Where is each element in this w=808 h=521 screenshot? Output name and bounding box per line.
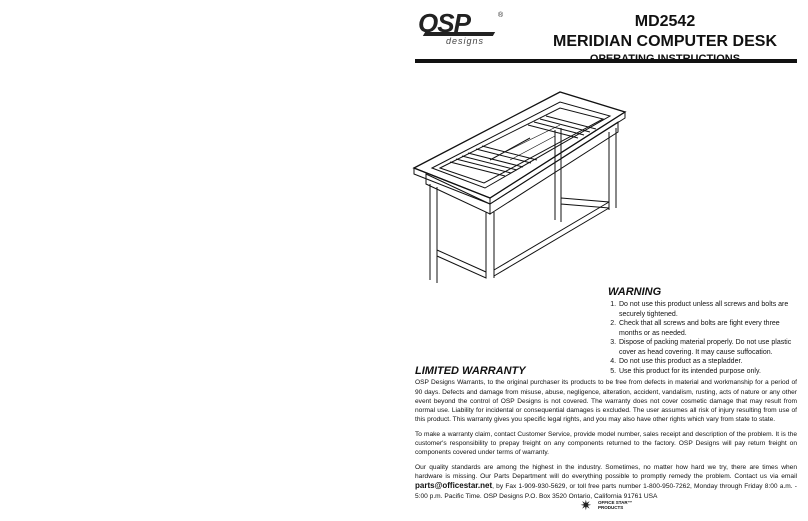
office-star-logo [580,497,640,515]
logo-tagline: designs [446,36,485,46]
office-star-line2: PRODUCTS [598,505,624,510]
warning-heading: WARNING [608,286,662,298]
parts-text-after: , by Fax 1-909-930-5629, or toll free parts number 1-800-950-7262, Monday through Friday 8:00 a.m. - 5:00 p.m. Pacific Time. OSP Designs P.O. Box 3520 Ontario, California 91761 USA [415,483,797,500]
warning-list [608,300,796,376]
logo-registered-mark: ® [498,12,504,19]
warning-item: 3. Dispose of packing material properly. Do not use plastic cover as head covering. It may cause suffocation. [618,338,796,357]
parts-text-before: Our quality standards are among the highest in the industry. Sometimes, no matter how hard we try, there are times when hardware is missing. Our Parts Department will do everything possible to promptly remedy the problem. Contact us via email [415,463,797,480]
warning-section [608,286,796,376]
osp-designs-logo [418,8,508,48]
warning-item: 2. Check that all screws and bolts are fight every three months or as needed. [618,319,796,338]
parts-email-link[interactable]: parts@officestar.net [415,481,493,491]
warning-item: 4. Do not use this product as a stepladder. [618,357,796,367]
warranty-heading: LIMITED WARRANTY [415,365,526,377]
office-star-line1: OFFICE STAR™ [598,500,633,505]
product-title: MERIDIAN COMPUTER DESK [552,33,777,50]
limited-warranty-section [415,367,797,506]
parts-contact-paragraph [415,463,797,501]
warranty-claim-paragraph: To make a warranty claim, contact Customer Service, provide model number, sales receipt and description of the problem. It is the customer's responsibility to prepay freight on any components returned to the factory. OSP Designs will pay return freight on components covered under terms of warranty. [415,430,797,457]
desk-illustration [410,80,640,290]
document-header [535,12,795,66]
office-star-text [598,500,632,510]
star-icon: ✷ [580,497,592,513]
warranty-paragraph: OSP Designs Warrants, to the original purchaser its products to be free from defects in material and workmanship for a period of 90 days. Defects and damage from misuse, abuse, negligence, alteration, accident, vandalism, rusting, acts of nature or any other event beyond the control of OSP Designs is not covered. The warranty does not cover cosmetic damage that may result from normal use. Liability for incidental or consequential damages is excluded. The user assumes all risk of injury resulting from use of this product. This warranty gives you specific legal rights, and you may also have other rights which vary from state to state. [415,379,797,424]
logo-brand: OSP [418,8,470,38]
header-rule [415,59,797,63]
warning-item: 5. Use this product for its intended purpose only. [618,367,796,377]
model-number: MD2542 [634,13,696,30]
warning-item: 1. Do not use this product unless all screws and bolts are securely tightened. [618,300,796,319]
